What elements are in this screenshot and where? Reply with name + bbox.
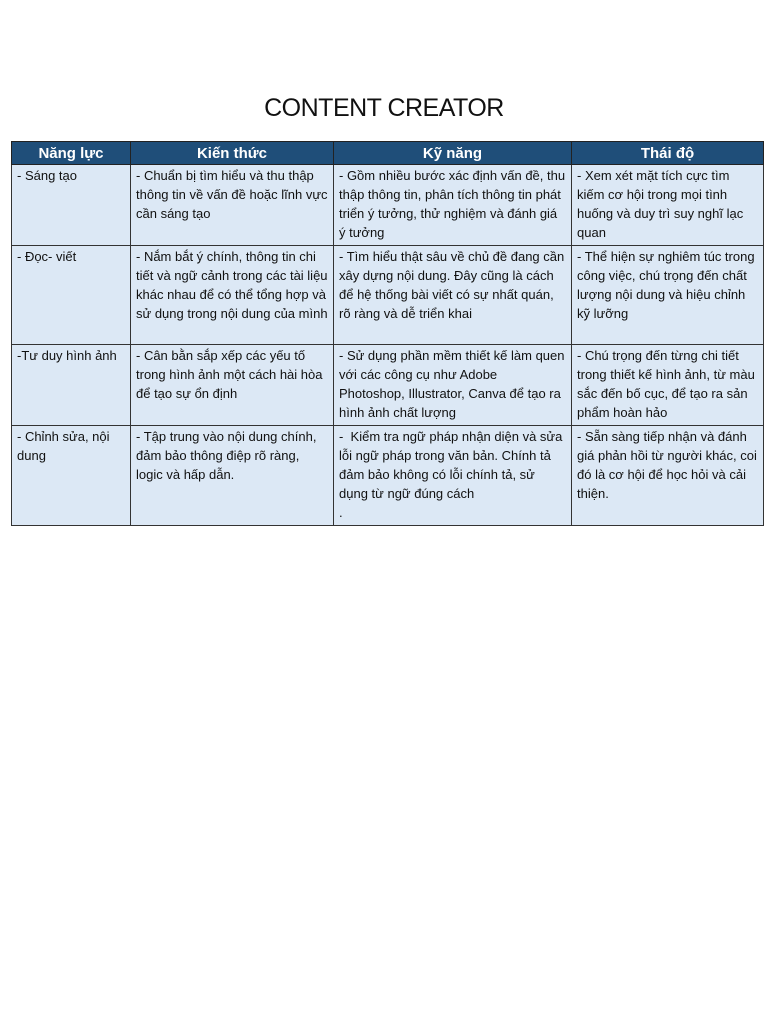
- cell-knowledge: - Tập trung vào nội dung chính, đảm bảo thông điệp rõ ràng, logic và hấp dẫn.: [131, 426, 334, 526]
- cell-skills: - Tìm hiểu thật sâu về chủ đề đang cần xây dựng nội dung. Đây cũng là cách để hệ thống bài viết có sự nhất quán, rõ ràng và dễ triển khai: [334, 246, 572, 345]
- header-skills: Kỹ năng: [334, 142, 572, 165]
- competency-table: [11, 141, 764, 526]
- cell-attitude: - Thể hiện sự nghiêm túc trong công việc, chú trọng đến chất lượng nội dung và hiệu chỉnh kỹ lưỡng: [572, 246, 764, 345]
- cell-skills: - Kiểm tra ngữ pháp nhận diện và sửa lỗi ngữ pháp trong văn bản. Chính tả đảm bảo không có lỗi chính tả, sử dụng từ ngữ đúng cách .: [334, 426, 572, 526]
- page-title: CONTENT CREATOR: [264, 94, 504, 122]
- header-knowledge: Kiến thức: [131, 142, 334, 165]
- table-row: [12, 165, 764, 246]
- table-row: [12, 426, 764, 526]
- cell-knowledge: - Cân bằn sắp xếp các yếu tố trong hình ảnh một cách hài hòa để tạo sự ổn định: [131, 345, 334, 426]
- cell-attitude: - Chú trọng đến từng chi tiết trong thiết kế hình ảnh, từ màu sắc đến bố cục, để tạo ra sản phẩm hoàn hảo: [572, 345, 764, 426]
- cell-competency: -Tư duy hình ảnh: [12, 345, 131, 426]
- cell-knowledge: - Nắm bắt ý chính, thông tin chi tiết và ngữ cảnh trong các tài liệu khác nhau để có thể tổng hợp và sử dụng trong nội dung của mình: [131, 246, 334, 345]
- header-competency: Năng lực: [12, 142, 131, 165]
- header-attitude: Thái độ: [572, 142, 764, 165]
- table-header-row: [12, 142, 764, 165]
- table-row: [12, 246, 764, 345]
- table-row: [12, 345, 764, 426]
- cell-knowledge: - Chuẩn bị tìm hiểu và thu thập thông tin về vấn đề hoặc lĩnh vực cần sáng tạo: [131, 165, 334, 246]
- cell-competency: - Đọc- viết: [12, 246, 131, 345]
- cell-skills: - Gồm nhiều bước xác định vấn đề, thu thập thông tin, phân tích thông tin phát triển ý tưởng, thử nghiệm và đánh giá ý tưởng: [334, 165, 572, 246]
- cell-competency: - Sáng tạo: [12, 165, 131, 246]
- cell-attitude: - Sẵn sàng tiếp nhận và đánh giá phản hồi từ người khác, coi đó là cơ hội để học hỏi và cải thiện.: [572, 426, 764, 526]
- cell-attitude: - Xem xét mặt tích cực tìm kiếm cơ hội trong mọi tình huống và duy trì suy nghĩ lạc quan: [572, 165, 764, 246]
- cell-skills: - Sử dụng phần mềm thiết kế làm quen với các công cụ như Adobe Photoshop, Illustrator, Canva để tạo ra hình ảnh chất lượng: [334, 345, 572, 426]
- cell-competency: - Chỉnh sửa, nội dung: [12, 426, 131, 526]
